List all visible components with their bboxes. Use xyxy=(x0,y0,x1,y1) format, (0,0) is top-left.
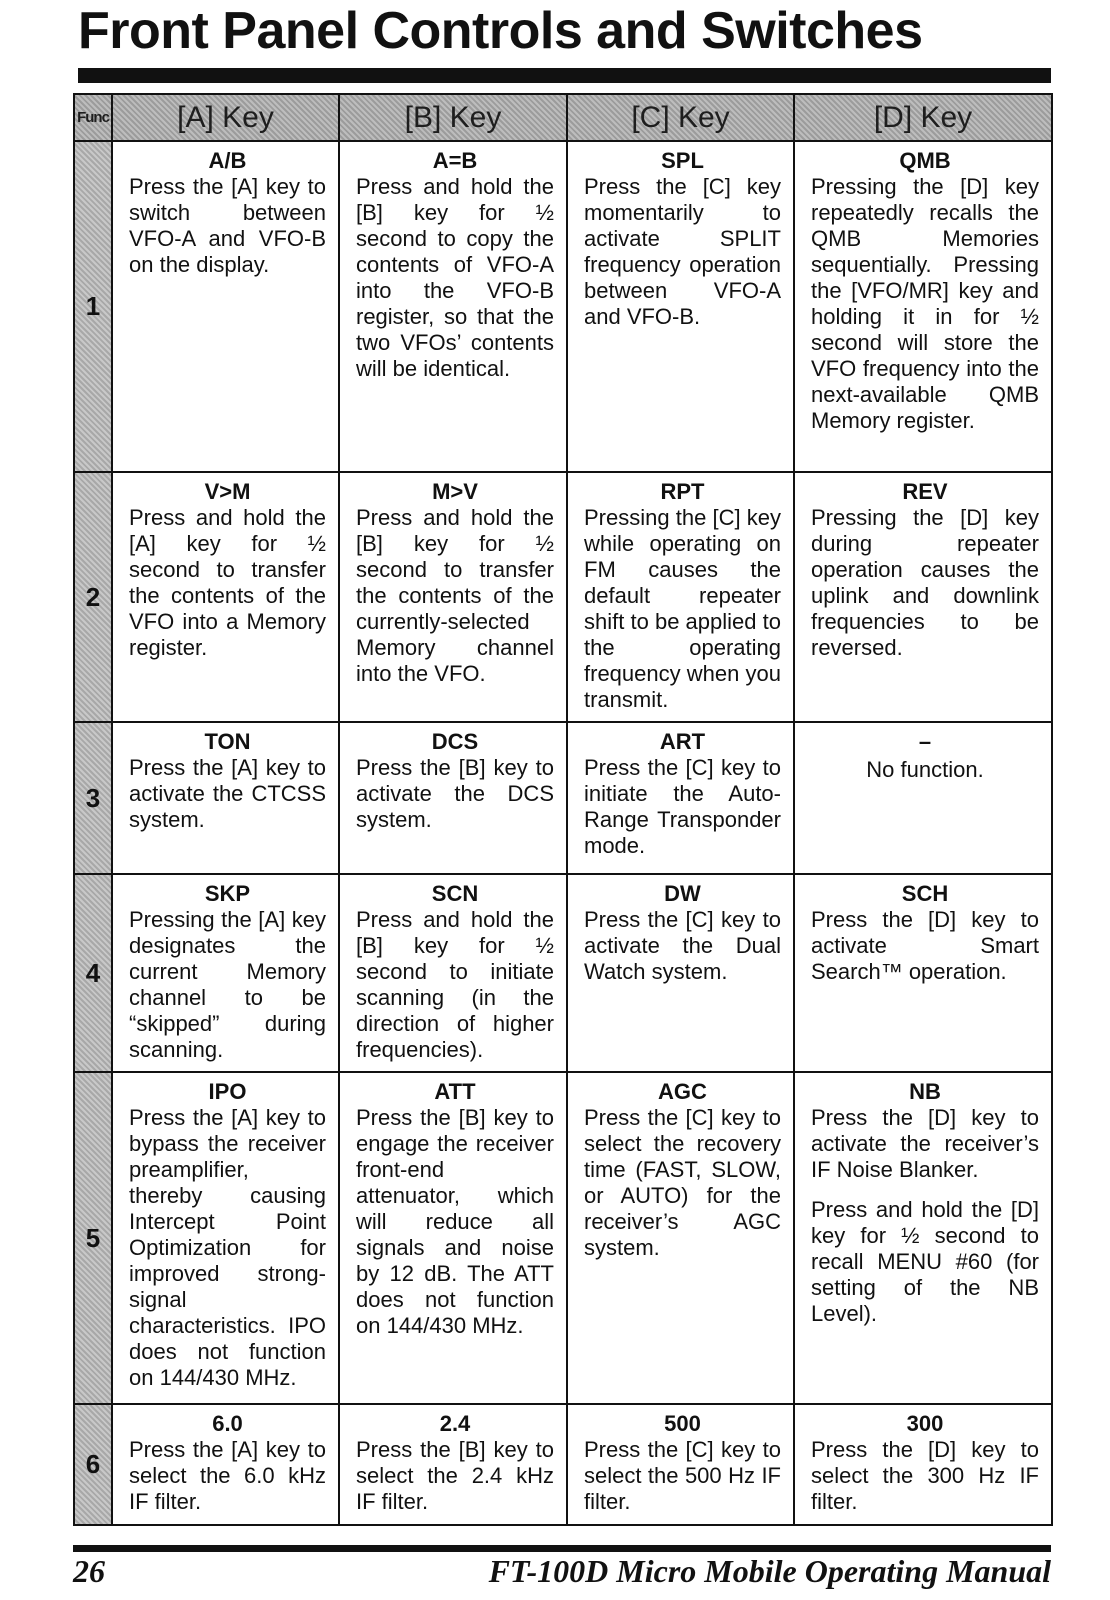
function-name: SCH xyxy=(901,881,949,906)
function-name: A/B xyxy=(208,148,247,173)
function-name: RPT xyxy=(660,479,705,504)
function-name: 6.0 xyxy=(212,1411,243,1436)
table-cell xyxy=(112,1404,339,1525)
table-cell xyxy=(112,472,339,722)
function-description: Pressing the [A] key designates the current Memory channel to be “skipped” during scanning. xyxy=(129,907,326,1062)
func-number: 4 xyxy=(74,874,112,1072)
header-row xyxy=(74,94,1052,141)
function-description: Press the [B] key to select the 2.4 kHz IF filter. xyxy=(356,1437,554,1514)
function-name: DCS xyxy=(431,729,479,754)
function-description: Press the [D] key to select the 300 Hz IF filter. xyxy=(811,1437,1039,1514)
function-name: QMB xyxy=(899,148,951,173)
function-description: Press the [C] key to initiate the Auto-Range Transponder mode. xyxy=(584,755,781,858)
function-name: ATT xyxy=(434,1079,476,1104)
table-row xyxy=(74,874,1052,1072)
table-cell xyxy=(567,1072,794,1404)
header-b-key: [B] Key xyxy=(339,94,567,141)
table-cell xyxy=(794,1404,1052,1525)
table-cell xyxy=(339,1072,567,1404)
table-row xyxy=(74,1404,1052,1525)
table-cell xyxy=(339,1404,567,1525)
function-description: Press and hold the [B] key for ½ second to initiate scanning (in the direction of higher frequencies). xyxy=(356,907,554,1062)
table-cell xyxy=(567,1404,794,1525)
func-number: 3 xyxy=(74,722,112,874)
function-description: Press the [A] key to select the 6.0 kHz IF filter. xyxy=(129,1437,326,1514)
table-row xyxy=(74,472,1052,722)
table-cell xyxy=(339,722,567,874)
function-description: Press the [A] key to bypass the receiver preamplifier, thereby causing Intercept Point Optimization for improved strong-signal characteristics. IPO does not function on 144/430 MHz. xyxy=(129,1105,326,1390)
table-cell xyxy=(794,1072,1052,1404)
table-cell xyxy=(112,722,339,874)
page-number: 26 xyxy=(73,1553,105,1589)
function-description: Press and hold the [B] key for ½ second to transfer the contents of the currently-selected Memory channel into the VFO. xyxy=(356,505,554,686)
function-description: Press the [B] key to engage the receiver front-end attenuator, which will reduce all signals and noise by 12 dB. The ATT does not function on 144/430 MHz. xyxy=(356,1105,554,1338)
table-cell xyxy=(567,722,794,874)
header-d-key: [D] Key xyxy=(794,94,1052,141)
func-number: 2 xyxy=(74,472,112,722)
function-description: Press the [C] key to select the 500 Hz IF filter. xyxy=(584,1437,781,1514)
table-cell xyxy=(567,141,794,472)
table-cell xyxy=(112,874,339,1072)
header-a-key: [A] Key xyxy=(112,94,339,141)
manual-title: FT-100D Micro Mobile Operating Manual xyxy=(488,1553,1051,1589)
function-description: Press the [B] key to activate the DCS system. xyxy=(356,755,554,832)
func-header: Func xyxy=(74,94,112,141)
function-name: DW xyxy=(664,881,701,906)
function-description: Press and hold the [B] key for ½ second to copy the contents of VFO-A into the VFO-B register, so that the two VFOs’ contents will be identical. xyxy=(356,174,554,381)
function-name: TON xyxy=(204,729,251,754)
function-description: Press the [C] key to activate the Dual Watch system. xyxy=(584,907,781,984)
function-description: Press and hold the [A] key for ½ second to transfer the contents of the VFO into a Memory register. xyxy=(129,505,326,660)
table-row xyxy=(74,141,1052,472)
table-cell xyxy=(112,141,339,472)
function-name: A=B xyxy=(432,148,478,173)
func-number: 6 xyxy=(74,1404,112,1525)
function-description: Press the [D] key to activate Smart Search™ operation. xyxy=(811,907,1039,984)
table-cell xyxy=(339,874,567,1072)
func-number: 5 xyxy=(74,1072,112,1404)
function-description: Pressing the [D] key repeatedly recalls the QMB Memories sequentially. Pressing the [VFO/MR] key and holding it in for ½ second will store the VFO frequency into the next-available QMB Memory register. xyxy=(811,174,1039,433)
function-name: AGC xyxy=(658,1079,707,1104)
function-name: IPO xyxy=(208,1079,247,1104)
function-name: 500 xyxy=(664,1411,701,1436)
table-cell xyxy=(339,141,567,472)
function-name: 300 xyxy=(906,1411,944,1436)
function-name: ART xyxy=(659,729,706,754)
function-description: Pressing the [C] key while operating on FM causes the default repeater shift to be applied to the operating frequency when you transmit. xyxy=(584,505,781,712)
table-cell xyxy=(794,874,1052,1072)
function-description-extra: Press and hold the [D] key for ½ second to recall MENU #60 (for setting of the NB Level). xyxy=(811,1197,1039,1326)
table-cell xyxy=(794,722,1052,874)
function-name: M>V xyxy=(432,479,478,504)
header-c-key: [C] Key xyxy=(567,94,794,141)
no-function-text: No function. xyxy=(866,757,984,782)
table-cell xyxy=(567,874,794,1072)
page-title: Front Panel Controls and Switches xyxy=(78,2,923,60)
function-name: SKP xyxy=(204,881,251,906)
controls-table xyxy=(73,93,1053,1526)
table-row xyxy=(74,1072,1052,1404)
func-number: 1 xyxy=(74,141,112,472)
function-description: Press the [A] key to activate the CTCSS system. xyxy=(129,755,326,832)
table-cell xyxy=(112,1072,339,1404)
title-rule xyxy=(78,68,1051,83)
function-description: Press the [C] key momentarily to activate SPLIT frequency operation between VFO-A and VFO-B. xyxy=(584,174,781,329)
function-description: Press the [A] key to switch between VFO-A and VFO-B on the display. xyxy=(129,174,326,277)
table-cell xyxy=(567,472,794,722)
function-description: Press the [D] key to activate the receiver’s IF Noise Blanker. xyxy=(811,1105,1039,1182)
table-cell xyxy=(794,141,1052,472)
footer-rule xyxy=(73,1545,1051,1552)
function-name: – xyxy=(918,729,932,754)
function-description: Pressing the [D] key during repeater operation causes the uplink and downlink frequencies to be reversed. xyxy=(811,505,1039,660)
table-cell xyxy=(794,472,1052,722)
table-cell xyxy=(339,472,567,722)
function-name: SPL xyxy=(661,148,704,173)
function-description: Press the [C] key to select the recovery time (FAST, SLOW, or AUTO) for the receiver’s AGC system. xyxy=(584,1105,781,1260)
function-name: NB xyxy=(909,1079,941,1104)
function-name: 2.4 xyxy=(439,1411,471,1436)
function-name: SCN xyxy=(431,881,479,906)
table-row xyxy=(74,722,1052,874)
function-name: REV xyxy=(902,479,948,504)
function-name: V>M xyxy=(204,479,251,504)
